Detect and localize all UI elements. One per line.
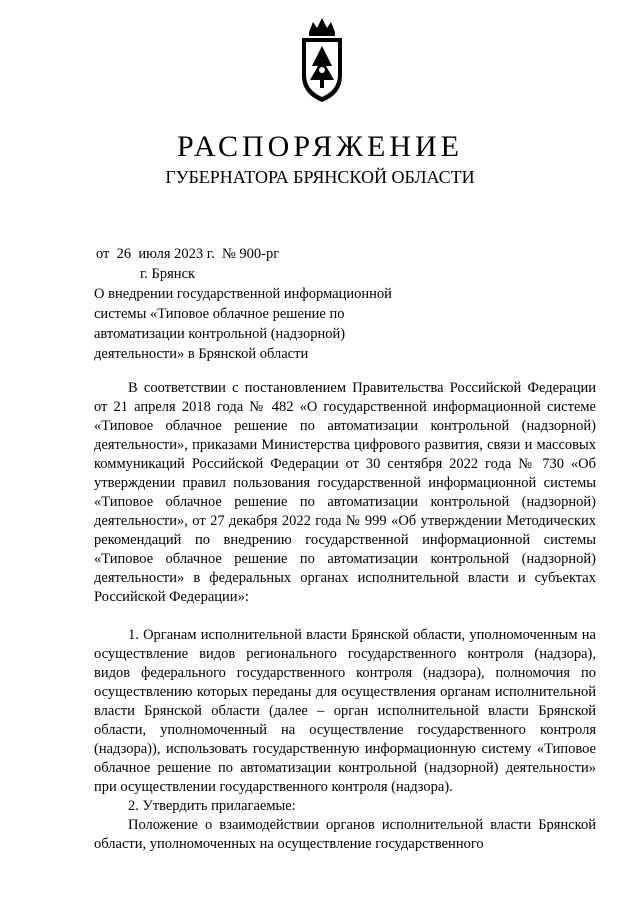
item-2-text-paragraph: Положение о взаимодействии органов исполнительной власти Брянской области, уполномоченных на осуществление государственного <box>94 817 596 852</box>
paragraph-spacer <box>94 607 596 626</box>
document-subtitle: ГУБЕРНАТОРА БРЯНСКОЙ ОБЛАСТИ <box>165 167 475 187</box>
item-2-paragraph: 2. Утвердить прилагаемые: <box>128 798 296 814</box>
document-body <box>94 379 596 854</box>
document-subject: О внедрении государственной информационной системы «Типовое облачное решение по автоматизации контрольной (надзорной) деятельности» в Брянской области <box>94 286 392 362</box>
city-line: г. Брянск <box>140 266 196 282</box>
item-1-paragraph: 1. Органам исполнительной власти Брянской области, уполномоченным на осуществление видов регионального государственного контроля (надзора), видов федерального государственного контроля (надзора), полномочия по осуществлению которых переданы для осуществления органам исполнительной власти Брянской области (далее – орган исполнительной власти Брянской области, уполномоченный на осуществление государственного контроля (надзора)), использовать государственную информационную систему «Типовое облачное решение по автоматизации контрольной (надзорной) деятельности» при осуществлении государственного контроля (надзора). <box>94 627 596 795</box>
document-title: РАСПОРЯЖЕНИЕ <box>176 130 464 163</box>
date-number-line: от 26 июля 2023 г. № 900-рг <box>96 246 280 262</box>
intro-paragraph: В соответствии с постановлением Правительства Российской Федерации от 21 апреля 2018 года № 482 «О государственной информационной системе «Типовое облачное решение по автоматизации контрольной (надзорной) деятельности», приказами Министерства цифрового развития, связи и массовых коммуникаций Российской Федерации от 30 сентября 2022 года № 730 «Об утверждении правил пользования государственной информационной системы «Типовое облачное решение по автоматизации контрольной (надзорной) деятельности», от 27 декабря 2022 года № 999 «Об утверждении Методических рекомендаций по внедрению государственной информационной системы «Типовое облачное решение по автоматизации контрольной (надзорной) деятельности» в федеральных органах исполнительной власти и субъектах Российской Федерации»: <box>94 380 596 605</box>
document-meta <box>96 244 279 284</box>
coat-of-arms-emblem <box>297 14 347 106</box>
